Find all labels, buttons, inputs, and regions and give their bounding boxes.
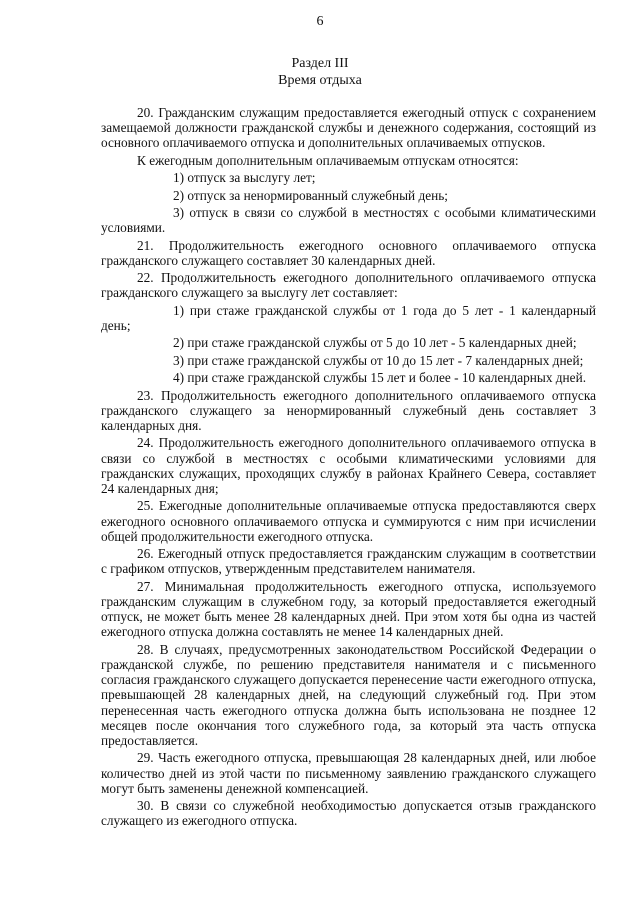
list-item (101, 370, 596, 385)
list-item-number: 3) (173, 204, 185, 220)
list-item-text: при стаже гражданской службы от 5 до 10 лет - 5 календарных дней; (187, 335, 577, 351)
paragraph-24: 24. Продолжительность ежегодного дополнительного оплачиваемого отпуска в связи со службой в местностях с особыми климатическими условиями для гражданских служащих, проходящих службу в районах Крайнего Севера, составляет 24 календарных дня; (101, 435, 596, 496)
list-item-number: 3) (173, 352, 185, 368)
list-item-text: при стаже гражданской службы от 1 года до 5 лет - 1 календарный день; (101, 302, 596, 333)
list-item-text: отпуск за выслугу лет; (187, 170, 316, 186)
list-item (101, 335, 596, 350)
paragraph-28: 28. В случаях, предусмотренных законодательством Российской Федерации о гражданской службе, по решению представителя нанимателя и с письменного согласия гражданского служащего допускается перенесение части ежегодного отпуска, превышающей 28 календарных дней, на следующий служебный год. При этом перенесенная часть ежегодного отпуска должна быть использована не позднее 12 месяцев после окончания того служебного года, за который эта часть отпуска предоставляется. (101, 641, 596, 748)
list-item (101, 188, 596, 203)
list-item (101, 205, 596, 235)
list-item-number: 2) (173, 187, 185, 203)
page-number: 6 (316, 14, 324, 29)
paragraph-21: 21. Продолжительность ежегодного основного оплачиваемого отпуска гражданского служащего составляет 30 календарных дней. (101, 237, 596, 268)
paragraph-29: 29. Часть ежегодного отпуска, превышающая 28 календарных дней, или любое количество дней из этой части по письменному заявлению гражданского служащего могут быть заменены денежной компенсацией. (101, 750, 596, 796)
list-item-number: 1) (173, 302, 185, 318)
list-item (101, 353, 596, 368)
section-heading: Раздел III (291, 56, 349, 71)
paragraph-26: 26. Ежегодный отпуск предоставляется гражданским служащим в соответствии с графиком отпусков, утвержденным представителем нанимателя. (101, 546, 596, 577)
list-item (101, 170, 596, 185)
list-item-text: при стаже гражданской службы от 10 до 15 лет - 7 календарных дней; (187, 352, 584, 368)
paragraph-22: 22. Продолжительность ежегодного дополнительного оплачиваемого отпуска гражданского служащего за выслугу лет составляет: (101, 270, 596, 301)
paragraph-23: 23. Продолжительность ежегодного дополнительного оплачиваемого отпуска гражданского служащего за ненормированный служебный день составляет 3 календарных дня. (101, 387, 596, 433)
additional-leave-intro: К ежегодным дополнительным оплачиваемым отпускам относятся: (137, 152, 519, 168)
paragraph-27: 27. Минимальная продолжительность ежегодного отпуска, используемого гражданским служащим в служебном году, за который предоставляется ежегодный отпуск, не может быть менее 28 календарных дней. При этом хотя бы одна из частей ежегодного отпуска должна составлять не менее 14 календарных дней. (101, 578, 596, 640)
list-item (101, 303, 596, 333)
paragraph-30: 30. В связи со служебной необходимостью допускается отзыв гражданского служащего из ежегодного отпуска. (101, 798, 596, 829)
paragraph-20: 20. Гражданским служащим предоставляется ежегодный отпуск с сохранением замещаемой должности гражданской службы и денежного содержания, состоящий из основного оплачиваемого отпуска и дополнительных оплачиваемых отпусков. (101, 105, 596, 151)
list-item-number: 1) (173, 170, 185, 186)
list-item-text: при стаже гражданской службы 15 лет и более - 10 календарных дней. (187, 370, 587, 386)
list-item-number: 2) (173, 335, 185, 351)
document-body (101, 105, 596, 831)
list-item-number: 4) (173, 370, 185, 386)
section-title: Время отдыха (278, 73, 362, 88)
paragraph-25: 25. Ежегодные дополнительные оплачиваемые отпуска предоставляются сверх ежегодного основного оплачиваемого отпуска и суммируются с ним при исчислении общей продолжительности ежегодного отпуска. (101, 498, 596, 544)
list-item-text: отпуск в связи со службой в местностях с особыми климатическими условиями. (101, 204, 597, 236)
list-item-text: отпуск за ненормированный служебный день; (187, 187, 449, 203)
